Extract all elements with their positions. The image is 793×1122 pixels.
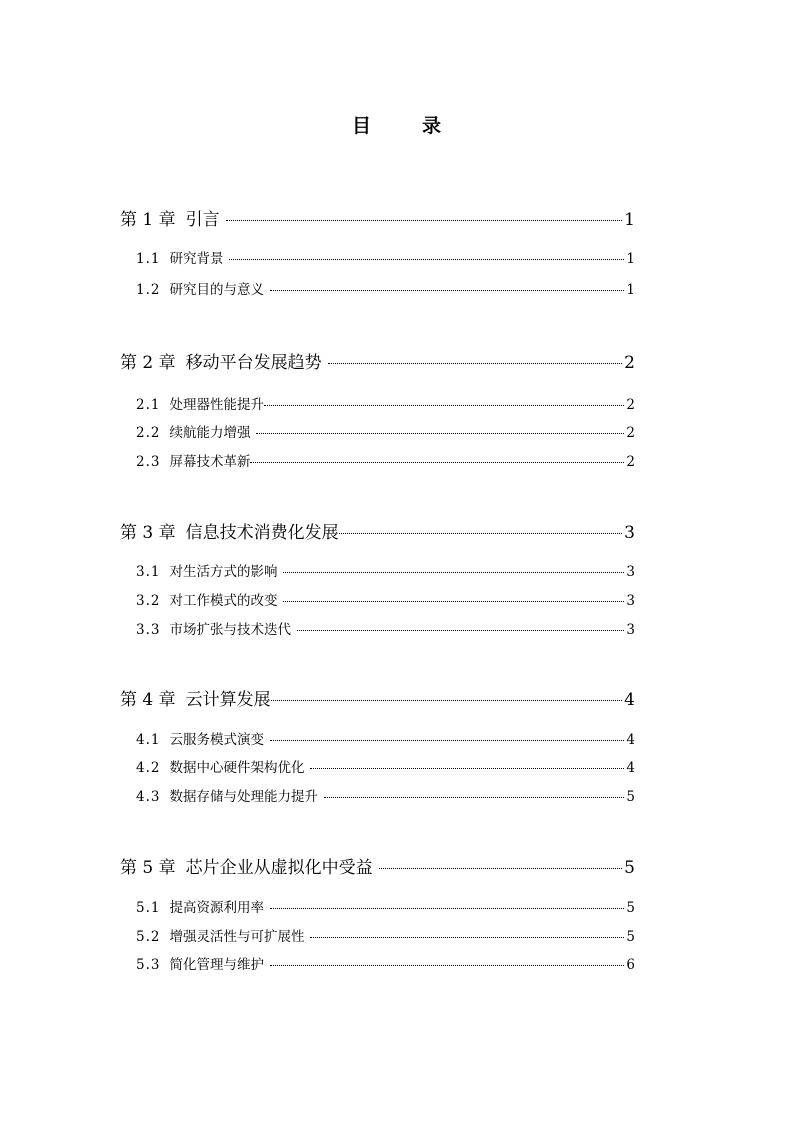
section-title: 对生活方式的影响 xyxy=(169,564,278,580)
page-number: 3 xyxy=(626,622,635,638)
toc-chapter-4[interactable] xyxy=(120,687,635,713)
section-number: 2.3 xyxy=(136,454,161,470)
toc-section-4-1[interactable] xyxy=(136,729,635,751)
page-number: 1 xyxy=(626,251,635,267)
toc-section-2-3[interactable] xyxy=(136,451,635,473)
toc-section-3-2[interactable] xyxy=(136,590,635,612)
section-number: 4.2 xyxy=(136,760,161,776)
page-number: 5 xyxy=(626,789,635,805)
page-number: 1 xyxy=(624,210,635,230)
toc-section-5-2[interactable] xyxy=(136,926,635,948)
chapter-number: 第 2 章 xyxy=(120,353,176,373)
section-number: 5.3 xyxy=(136,957,161,973)
dot-leader xyxy=(264,405,624,406)
section-number: 2.2 xyxy=(136,425,161,441)
section-title: 增强灵活性与可扩展性 xyxy=(169,929,305,945)
chapter-title: 引言 xyxy=(185,210,220,230)
page-number: 1 xyxy=(626,282,635,298)
toc-section-3-3[interactable] xyxy=(136,619,635,641)
toc-section-5-1[interactable] xyxy=(136,897,635,919)
page-number: 3 xyxy=(626,564,635,580)
section-number: 3.2 xyxy=(136,593,161,609)
page-number: 2 xyxy=(624,353,635,373)
chapter-title: 云计算发展 xyxy=(185,690,271,710)
dot-leader xyxy=(310,937,624,938)
dot-leader xyxy=(270,965,624,966)
dot-leader xyxy=(324,797,624,798)
dot-leader xyxy=(379,868,623,869)
toc-section-2-2[interactable] xyxy=(136,422,635,444)
dot-leader xyxy=(328,363,623,364)
page-number: 2 xyxy=(626,397,635,413)
toc-chapter-5[interactable] xyxy=(120,855,635,881)
section-title: 云服务模式演变 xyxy=(169,732,264,748)
dot-leader xyxy=(270,908,624,909)
dot-leader xyxy=(229,259,624,260)
toc-section-2-1[interactable] xyxy=(136,394,635,416)
dot-leader xyxy=(283,572,624,573)
dot-leader xyxy=(271,700,623,701)
section-title: 数据中心硬件架构优化 xyxy=(169,760,305,776)
page-number: 3 xyxy=(626,593,635,609)
dot-leader xyxy=(339,533,623,534)
page-number: 2 xyxy=(626,454,635,470)
toc-section-3-1[interactable] xyxy=(136,561,635,583)
dot-leader xyxy=(310,768,624,769)
dot-leader xyxy=(226,220,623,221)
section-title: 市场扩张与技术迭代 xyxy=(169,622,291,638)
toc-section-5-3[interactable] xyxy=(136,954,635,976)
section-number: 3.3 xyxy=(136,622,161,638)
toc-section-1-1[interactable] xyxy=(136,248,635,270)
section-title: 提高资源利用率 xyxy=(169,900,264,916)
dot-leader xyxy=(270,740,624,741)
section-title: 处理器性能提升 xyxy=(169,397,264,413)
page-number: 6 xyxy=(626,957,635,973)
page-number: 5 xyxy=(626,900,635,916)
dot-leader xyxy=(256,433,624,434)
page-number: 4 xyxy=(626,760,635,776)
section-number: 3.1 xyxy=(136,564,161,580)
toc-section-4-3[interactable] xyxy=(136,786,635,808)
page-number: 4 xyxy=(624,690,635,710)
section-title: 续航能力增强 xyxy=(169,425,251,441)
chapter-number: 第 5 章 xyxy=(120,858,176,878)
section-title: 数据存储与处理能力提升 xyxy=(169,789,318,805)
chapter-title: 芯片企业从虚拟化中受益 xyxy=(185,858,373,878)
section-title: 简化管理与维护 xyxy=(169,957,264,973)
section-number: 4.3 xyxy=(136,789,161,805)
toc-chapter-2[interactable] xyxy=(120,350,635,376)
page-title: 目 录 xyxy=(351,115,457,137)
toc-chapter-1[interactable] xyxy=(120,207,635,233)
dot-leader xyxy=(283,601,624,602)
section-number: 5.2 xyxy=(136,929,161,945)
section-number: 2.1 xyxy=(136,397,161,413)
section-title: 对工作模式的改变 xyxy=(169,593,278,609)
dot-leader xyxy=(297,630,624,631)
section-number: 5.1 xyxy=(136,900,161,916)
toc-section-4-2[interactable] xyxy=(136,757,635,779)
chapter-number: 第 1 章 xyxy=(120,210,176,230)
section-title: 研究背景 xyxy=(169,251,224,267)
chapter-number: 第 4 章 xyxy=(120,690,176,710)
section-number: 4.1 xyxy=(136,732,161,748)
toc-chapter-3[interactable] xyxy=(120,520,635,546)
section-number: 1.2 xyxy=(136,282,161,298)
toc-section-1-2[interactable] xyxy=(136,279,635,301)
page-number: 2 xyxy=(626,425,635,441)
page-number: 5 xyxy=(626,929,635,945)
section-title: 屏幕技术革新 xyxy=(169,454,251,470)
page-number: 5 xyxy=(624,858,635,878)
chapter-title: 信息技术消费化发展 xyxy=(185,523,339,543)
page-number: 3 xyxy=(624,523,635,543)
chapter-title: 移动平台发展趋势 xyxy=(185,353,322,373)
chapter-number: 第 3 章 xyxy=(120,523,176,543)
page-number: 4 xyxy=(626,732,635,748)
section-title: 研究目的与意义 xyxy=(169,282,264,298)
section-number: 1.1 xyxy=(136,251,161,267)
dot-leader xyxy=(270,290,624,291)
dot-leader xyxy=(250,462,624,463)
